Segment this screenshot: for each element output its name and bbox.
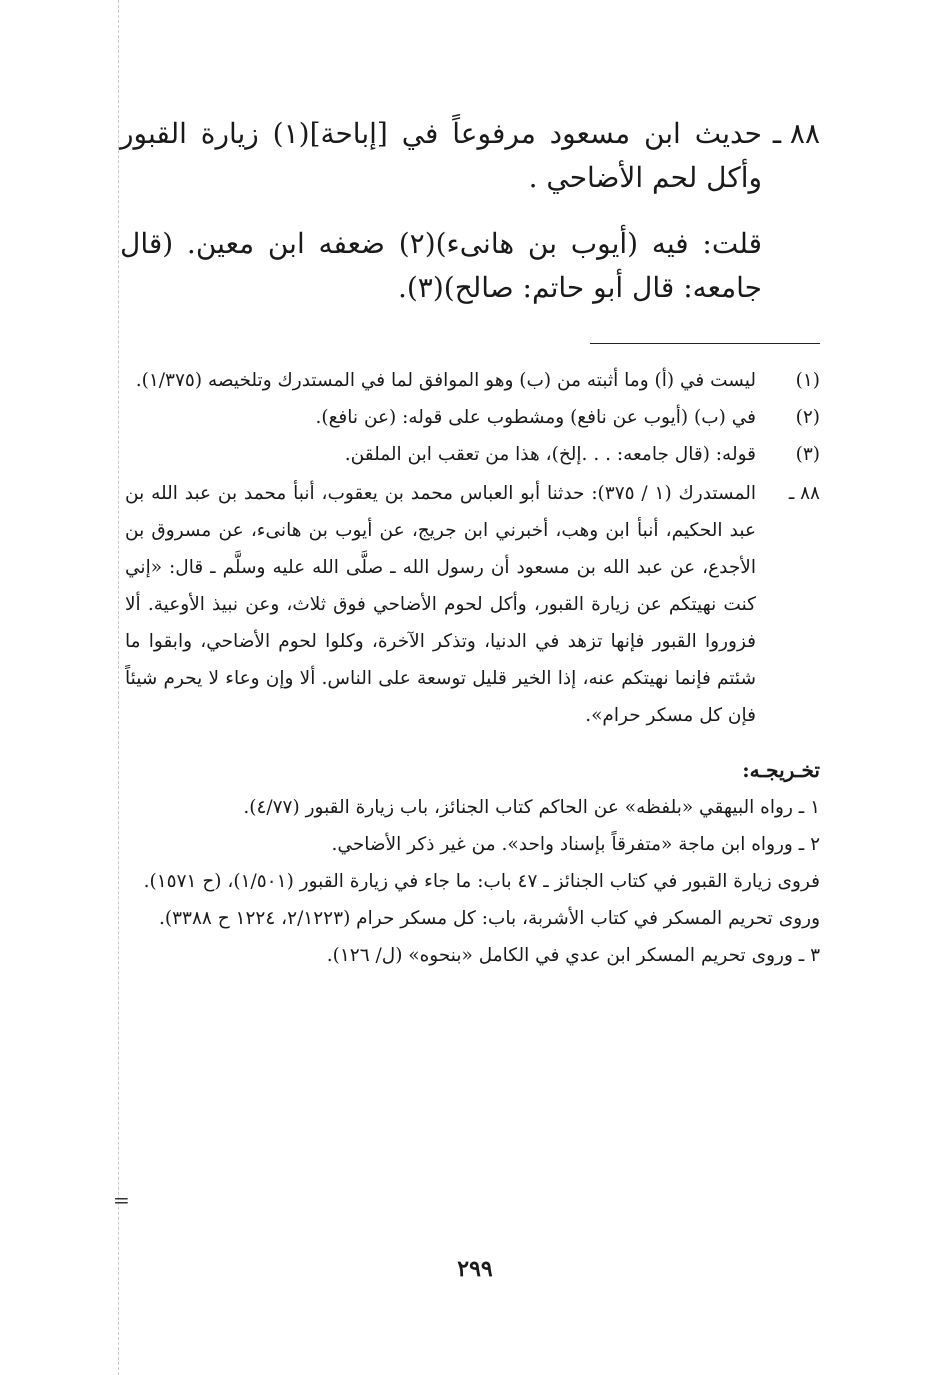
- commentary-text: المستدرك (١ / ٣٧٥): حدثنا أبو العباس محمد بن يعقوب، أنبأ محمد بن عبد الله بن عبد الحكيم، أنبأ ابن وهب، أخبرني ابن جريج، عن أيوب بن هانىء، عن مسروق بن الأجدع، عن عبد الله بن مسعود أن رسول الله ـ صلَّى الله عليه وسلَّم ـ قال: «إني كنت نهيتكم عن زيارة القبور، وأكل لحوم الأضاحي فوق ثلاث، وعن نبيذ الأوعية. ألا فزوروا القبور فإنها تزهد في الدنيا، وتذكر الآخرة، وكلوا لحوم الأضاحي، وابقوا ما شئتم فإنما نهيتكم عنه، إذا الخير قليل توسعة على الناس. ألا وإن وعاء لا يحرم شيئاً فإن كل مسكر حرام».: [125, 483, 756, 726]
- takhrij-item: فروى زيارة القبور في كتاب الجنائز ـ ٤٧ باب: ما جاء في زيارة القبور (١/٥٠١)، (ح ١٥٧١).: [143, 871, 820, 892]
- page-number: ٢٩٩: [457, 1256, 493, 1282]
- footnote-text: ليست في (أ) وما أثبته من (ب) وهو الموافق لما في المستدرك وتلخيصه (١/٣٧٥).: [135, 370, 756, 391]
- takhrij-item: ٢ ـ ورواه ابن ماجة «متفرقاً بإسناد واحد». من غير ذكر الأضاحي.: [331, 834, 820, 855]
- footnote-number: (١): [795, 370, 820, 391]
- footnote-text: في (ب) (أيوب عن نافع) ومشطوب على قوله: (عن نافع).: [315, 407, 756, 428]
- footnote-number: (٢): [795, 407, 820, 428]
- footnote-separator: [590, 343, 820, 344]
- entry-comment: قلت: فيه (أيوب بن هانىء)(٢) ضعفه ابن معين. (قال جامعه: قال أبو حاتم: صالح)(٣).: [120, 227, 762, 304]
- page-edge-line: [118, 0, 119, 1375]
- footnote-text: قوله: (قال جامعه: . . .إلخ)، هذا من تعقب ابن الملقن.: [344, 444, 756, 465]
- entry-number: ٨٨ ـ: [772, 117, 820, 150]
- footnote: [125, 399, 820, 436]
- main-text: [120, 112, 820, 310]
- margin-mark: =: [113, 1188, 130, 1212]
- takhrij-item: ٣ ـ وروى تحريم المسكر ابن عدي في الكامل «بنحوه» (ل/ ١٢٦).: [326, 945, 820, 966]
- footnotes-section: [125, 362, 820, 974]
- entry-text: حديث ابن مسعود مرفوعاً في [إباحة](١) زيارة القبور وأكل لحم الأضاحي .: [120, 117, 762, 194]
- footnote-number: (٣): [795, 444, 820, 465]
- takhrij-item: وروى تحريم المسكر في كتاب الأشربة، باب: كل مسكر حرام (٢/١٢٢٣، ١٢٢٤ ح ٣٣٨٨).: [158, 908, 820, 929]
- takhrij-item: ١ ـ رواه البيهقي «بلفظه» عن الحاكم كتاب الجنائز، باب زيارة القبور (٤/٧٧).: [243, 797, 820, 818]
- hadith-entry: [120, 112, 820, 200]
- footnote: [125, 436, 820, 473]
- commentary-entry: [125, 475, 820, 734]
- takhrij-heading: تخـريجـه:: [742, 758, 820, 782]
- commentary-number: ٨٨ ـ: [788, 483, 820, 504]
- footnote: [125, 362, 820, 399]
